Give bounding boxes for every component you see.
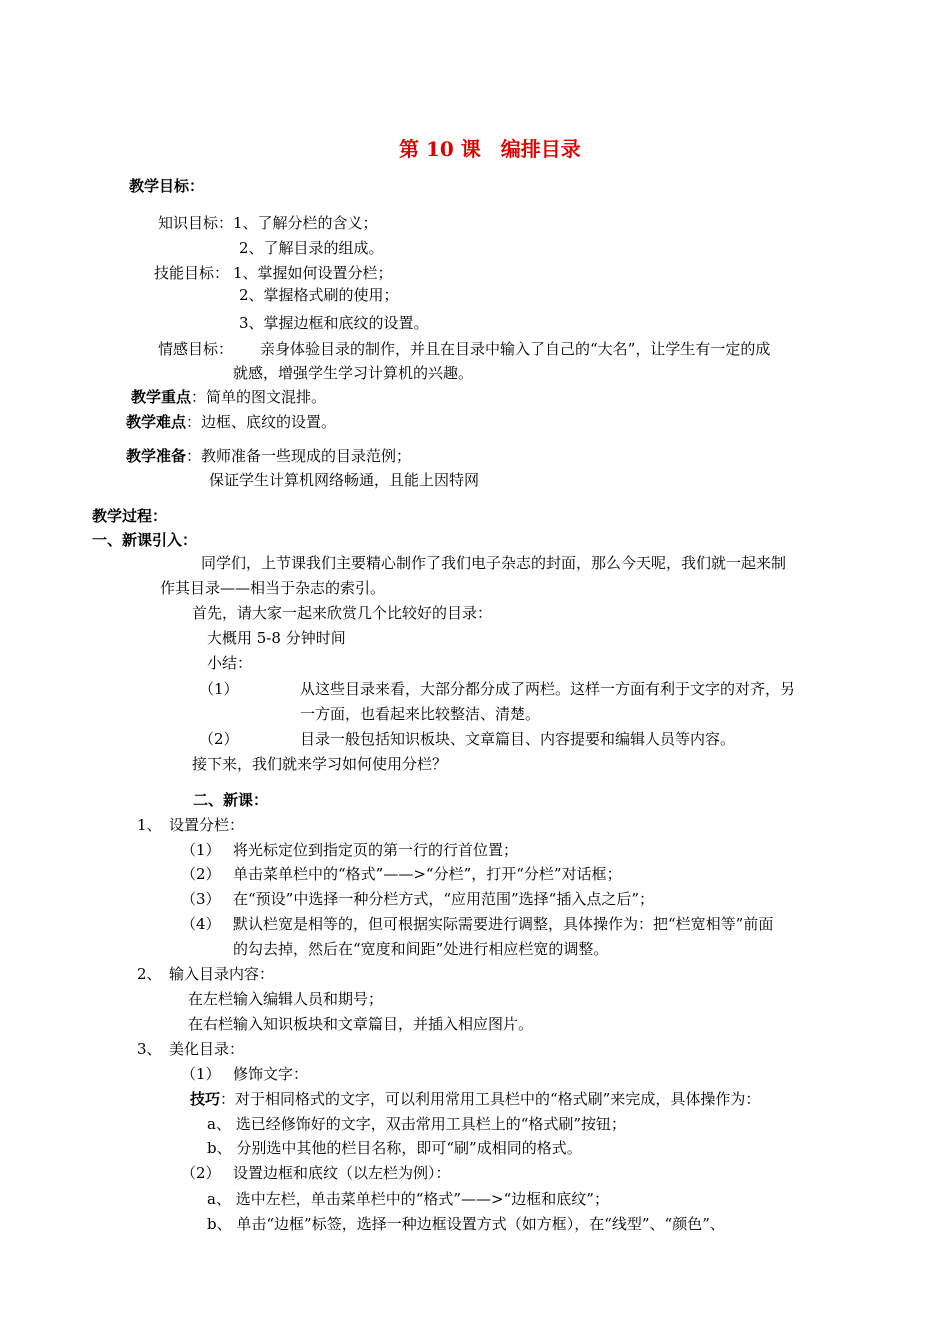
intro-paragraph: 作其目录——相当于杂志的索引。 bbox=[160, 579, 386, 597]
preparation-label: 教学准备 bbox=[126, 447, 187, 465]
summary-text: 从这些目录来看，大部分都分成了两栏。这样一方面有利于文字的对齐，另 bbox=[300, 680, 796, 698]
preparation-text: ：教师准备一些现成的目录范例； bbox=[186, 447, 412, 465]
summary-text: 目录一般包括知识板块、文章篇目、内容提要和编辑人员等内容。 bbox=[300, 730, 736, 748]
knowledge-item: 1、了解分栏的含义； bbox=[233, 214, 378, 232]
summary-text: 一方面，也看起来比较整洁、清楚。 bbox=[300, 705, 541, 723]
section-text: 在左栏输入编辑人员和期号； bbox=[188, 990, 384, 1008]
section-heading: 1、 设置分栏： bbox=[137, 816, 245, 834]
border-item: b、 单击“边框”标签，选择一种边框设置方式（如方框），在“线型”、“颜色”、 bbox=[207, 1215, 725, 1233]
intro-paragraph: 大概用 5-8 分钟时间 bbox=[207, 629, 346, 647]
tip-item: b、 分别选中其他的栏目名称，即可“刷”成相同的格式。 bbox=[207, 1139, 582, 1157]
tip-item: a、 选已经修饰好的文字，双击常用工具栏上的“格式刷”按钮； bbox=[207, 1115, 627, 1133]
step-text: 设置边框和底纹（以左栏为例）： bbox=[233, 1164, 451, 1182]
section-heading: 3、 美化目录： bbox=[137, 1040, 245, 1058]
key-point-label: 教学重点 bbox=[131, 388, 192, 406]
new-lesson-heading: 二、新课： bbox=[193, 791, 269, 809]
step-number: （3） bbox=[181, 890, 221, 908]
summary-number: （2） bbox=[199, 730, 239, 748]
skill-item: 1、掌握如何设置分栏； bbox=[233, 264, 393, 282]
intro-paragraph: 小结： bbox=[207, 654, 253, 672]
key-point bbox=[131, 387, 326, 407]
step-text: 在“预设”中选择一种分栏方式，“应用范围”选择“插入点之后”； bbox=[233, 890, 655, 908]
knowledge-label: 知识目标： bbox=[158, 214, 234, 232]
difficulty-text: ：边框、底纹的设置。 bbox=[186, 413, 337, 431]
intro-heading: 一、新课引入： bbox=[92, 531, 198, 549]
process-heading: 教学过程： bbox=[92, 507, 168, 525]
step-number: （4） bbox=[181, 915, 221, 933]
step-text: 单击菜单栏中的“格式”——>“分栏”，打开“分栏”对话框； bbox=[233, 865, 622, 883]
summary-number: （1） bbox=[199, 680, 239, 698]
step-text: 将光标定位到指定页的第一行的行首位置； bbox=[233, 841, 519, 859]
page-title: 第 10 课 编排目录 bbox=[399, 137, 581, 161]
difficulty-label: 教学难点 bbox=[126, 413, 187, 431]
intro-paragraph: 同学们，上节课我们主要精心制作了我们电子杂志的封面，那么今天呢，我们就一起来制 bbox=[201, 554, 787, 572]
skill-item: 2、掌握格式刷的使用； bbox=[239, 286, 399, 304]
step-text: 的勾去掉，然后在“宽度和间距”处进行相应栏宽的调整。 bbox=[233, 940, 609, 958]
tip-label: 技巧 bbox=[190, 1090, 221, 1108]
intro-paragraph: 接下来，我们就来学习如何使用分栏？ bbox=[192, 755, 448, 773]
knowledge-item: 2、了解目录的组成。 bbox=[239, 239, 384, 257]
emotion-text: 就感，增强学生学习计算机的兴趣。 bbox=[233, 364, 474, 382]
skill-label: 技能目标： bbox=[154, 264, 230, 282]
preparation-text: 保证学生计算机网络畅通，且能上因特网 bbox=[209, 471, 480, 489]
section-text: 在右栏输入知识板块和文章篇目，并插入相应图片。 bbox=[188, 1015, 534, 1033]
step-text: 默认栏宽是相等的，但可根据实际需要进行调整，具体操作为：把“栏宽相等”前面 bbox=[233, 915, 774, 933]
tip-text: ：对于相同格式的文字，可以利用常用工具栏中的“格式刷”来完成，具体操作为： bbox=[220, 1090, 761, 1108]
border-item: a、 选中左栏，单击菜单栏中的“格式”——>“边框和底纹”； bbox=[207, 1190, 609, 1208]
emotion-text: 亲身体验目录的制作，并且在目录中输入了自己的“大名”，让学生有一定的成 bbox=[260, 340, 771, 358]
tip bbox=[190, 1089, 760, 1109]
step-text: 修饰文字： bbox=[233, 1065, 309, 1083]
step-number: （1） bbox=[181, 841, 221, 859]
step-number: （2） bbox=[181, 1164, 221, 1182]
section-heading: 2、 输入目录内容： bbox=[137, 965, 275, 983]
intro-paragraph: 首先，请大家一起来欣赏几个比较好的目录： bbox=[192, 604, 493, 622]
step-number: （1） bbox=[181, 1065, 221, 1083]
emotion-label: 情感目标： bbox=[158, 340, 234, 358]
objectives-heading: 教学目标： bbox=[129, 177, 205, 195]
step-number: （2） bbox=[181, 865, 221, 883]
skill-item: 3、掌握边框和底纹的设置。 bbox=[239, 314, 429, 332]
difficulty bbox=[126, 412, 336, 432]
key-point-text: ：简单的图文混排。 bbox=[191, 388, 327, 406]
preparation bbox=[126, 446, 411, 466]
